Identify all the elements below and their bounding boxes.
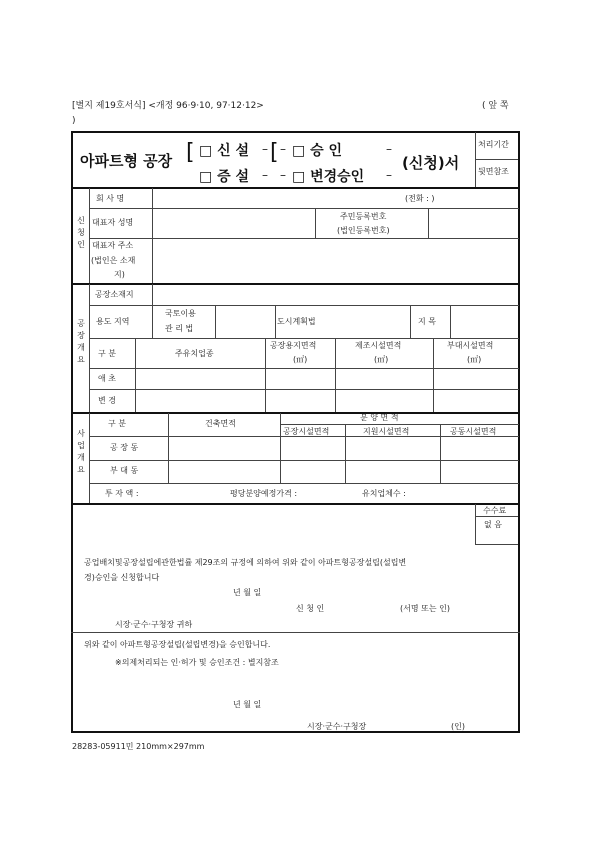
- dash-1: –: [262, 142, 268, 156]
- corp-no-label: (법인등록번호): [337, 226, 390, 235]
- factory-col-type: 구 분: [98, 349, 116, 358]
- factory-col-mfg: 제조시설면적: [355, 341, 402, 350]
- business-col-factory-fac: 공장시설면적: [283, 427, 330, 436]
- form-number: [별지 제19호서식] <개정 96·9·10, 97·12·12>: [72, 101, 264, 111]
- rep-name-label: 대표자 성명: [92, 218, 134, 227]
- factory-col-aux-unit: (㎡): [467, 355, 482, 364]
- factory-col-mfg-unit: (㎡): [374, 355, 389, 364]
- land-use-label-2: 관 리 법: [165, 324, 194, 333]
- fee-value: 없 음: [484, 520, 502, 529]
- option-change[interactable]: □ 변경승인: [292, 169, 365, 185]
- rep-addr-note2: 지): [114, 270, 125, 279]
- business-col-sale: 분 양 면 적: [360, 413, 399, 422]
- company-name-label: 회 사 명: [96, 194, 125, 203]
- option-add[interactable]: □ 증 설: [199, 169, 250, 185]
- back-reference: 뒷면참조: [478, 167, 509, 176]
- page-side: ( 앞 쪽: [482, 101, 509, 111]
- declaration-line2: 경)승인을 신청합니다: [84, 573, 160, 582]
- business-row-aux: 부 대 동: [110, 466, 139, 475]
- approval-signer: 시장·군수·구청장: [307, 722, 367, 731]
- resident-no-label: 주민등록번호: [340, 212, 387, 221]
- investment-label: 투 자 액 :: [105, 489, 139, 498]
- zone-label: 용도 지역: [96, 317, 130, 326]
- option-new[interactable]: □ 신 설: [199, 143, 250, 159]
- factory-section-label: 공 장 개 요: [77, 319, 85, 364]
- factory-location-label: 공장소재지: [95, 290, 134, 299]
- option-approve[interactable]: □ 승 인: [292, 143, 343, 159]
- factory-row-change: 변 경: [98, 396, 116, 405]
- sale-price-label: 평당분양예정가격 :: [230, 489, 298, 498]
- factory-col-site-unit: (㎡): [293, 355, 308, 364]
- dash-6: –: [386, 168, 392, 182]
- title-suffix: (신청)서: [402, 154, 460, 172]
- factory-col-aux: 부대시설면적: [447, 341, 494, 350]
- phone-label: (전화 : ): [405, 194, 435, 203]
- bracket-left-1: [: [186, 140, 195, 165]
- title-prefix: 아파트형 공장: [80, 152, 173, 170]
- urban-plan-label: 도시계획법: [277, 317, 316, 326]
- applicant-sign-label: 신 청 인: [296, 604, 325, 613]
- land-use-label-1: 국토이용: [165, 309, 196, 318]
- approval-seal: (인): [451, 722, 465, 731]
- factory-row-initial: 애 초: [98, 374, 116, 383]
- fee-label: 수수료: [483, 506, 507, 515]
- approval-note: ※의제처리되는 인·허가 및 승인조건 : 별지참조: [115, 658, 279, 667]
- addressee: 시장·군수·구청장 귀하: [115, 620, 193, 629]
- business-col-type: 구 분: [108, 419, 126, 428]
- business-col-support-fac: 지원시설면적: [363, 427, 410, 436]
- declaration-date: 년 월 일: [233, 588, 262, 597]
- processing-period-label: 처리기간: [478, 140, 509, 149]
- bracket-left-2: [: [270, 140, 279, 165]
- dash-2: –: [262, 168, 268, 182]
- business-row-factory: 공 장 동: [110, 443, 139, 452]
- business-section-label: 사 업 개 요: [77, 429, 85, 474]
- page-side-end: ): [72, 116, 76, 126]
- business-col-common-fac: 공동시설면적: [450, 427, 497, 436]
- approval-date: 년 월 일: [233, 700, 262, 709]
- sign-or-seal: (서명 또는 인): [400, 604, 450, 613]
- dash-3: –: [280, 142, 286, 156]
- factory-col-industry: 주유치업종: [175, 349, 214, 358]
- footer-code: 28283-05911민 210mm×297mm: [72, 742, 205, 751]
- declaration-line1: 공업배치및공장설립에관한법률 제29조의 규정에 의하여 위와 같이 아파트형공장설립(설립변: [84, 558, 407, 567]
- rep-addr-note1: (법인은 소재: [91, 256, 136, 265]
- attract-count-label: 유치업체수 :: [362, 489, 406, 498]
- land-category-label: 지 목: [418, 317, 436, 326]
- dash-4: –: [280, 168, 286, 182]
- approval-line: 위와 같이 아파트형공장설립(설립변경)을 승인합니다.: [84, 640, 271, 649]
- business-col-building: 건축면적: [205, 419, 236, 428]
- rep-addr-label: 대표자 주소: [92, 241, 134, 250]
- factory-col-site: 공장용지면적: [270, 341, 317, 350]
- dash-5: –: [386, 142, 392, 156]
- applicant-section-label: 신 청 인: [77, 216, 85, 249]
